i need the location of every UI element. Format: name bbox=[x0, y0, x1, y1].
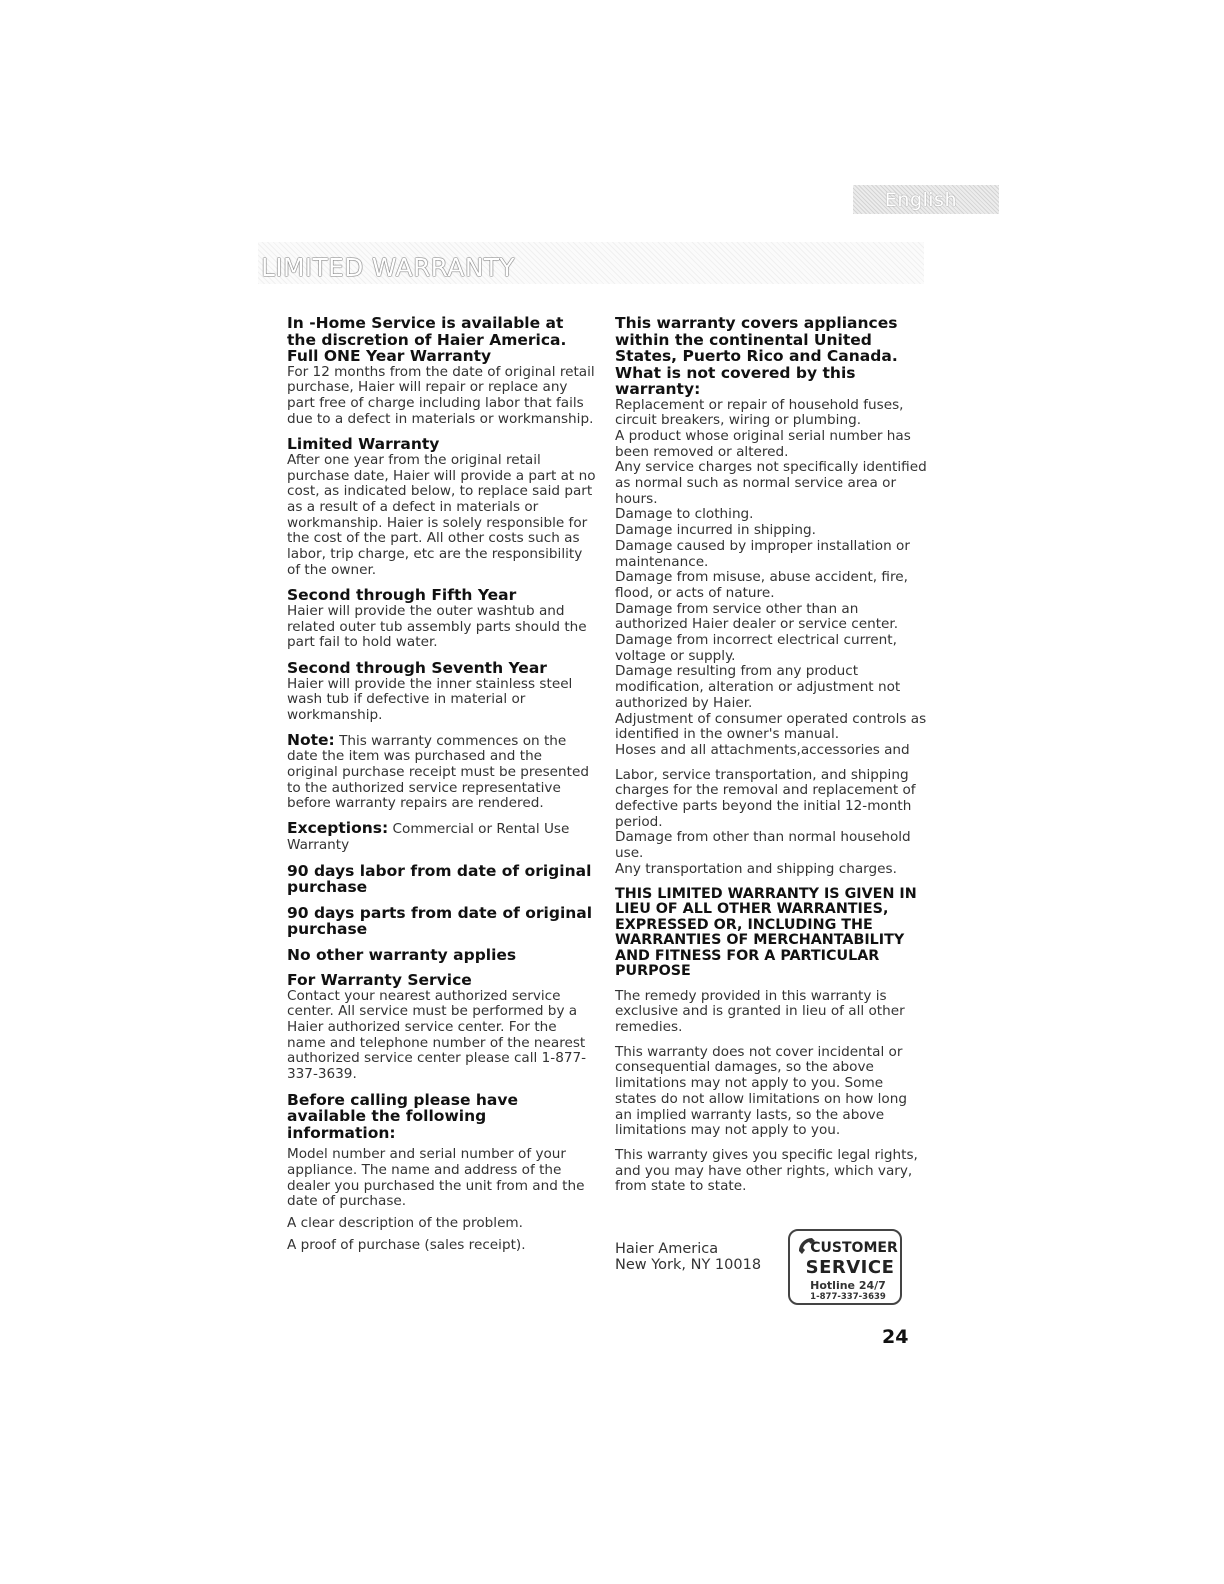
exclusion-item: A product whose original serial number has been removed or altered. bbox=[615, 427, 911, 460]
badge-phone-number: 1-877-337-3639 bbox=[810, 1292, 886, 1302]
language-tab: English bbox=[853, 185, 999, 214]
exclusion-item: Damage caused by improper installation or maintenance. bbox=[615, 537, 910, 570]
exceptions-paragraph bbox=[287, 821, 597, 853]
warranty-service-text: Contact your nearest authorized service center. All service must be performed by a Haier authorized service center. For the name and telephone number of the nearest authorized service center please call 1-877-337-3639. bbox=[287, 987, 587, 1083]
warranty-service-heading: For Warranty Service bbox=[287, 971, 472, 990]
exclusion-item: Damage from other than normal household use. bbox=[615, 829, 911, 862]
remedy-text: The remedy provided in this warranty is exclusive and is granted in lieu of all other remedies. bbox=[615, 987, 905, 1035]
company-address bbox=[615, 1241, 761, 1273]
left-column bbox=[287, 315, 597, 1254]
note-label: Note: bbox=[287, 730, 335, 749]
exclusion-item: Damage from incorrect electrical current, voltage or supply. bbox=[615, 632, 897, 664]
customer-service-badge bbox=[788, 1229, 902, 1305]
full-warranty-text: For 12 months from the date of original retail purchase, Haier will repair or replace any part free of charge including labor that fails due to a defect in materials or workmanship. bbox=[287, 363, 595, 427]
exclusion-item: Damage from misuse, abuse accident, fire, flood, or acts of nature. bbox=[615, 569, 908, 601]
exceptions-label: Exceptions: bbox=[287, 819, 389, 838]
fifth-year-heading: Second through Fifth Year bbox=[287, 586, 517, 605]
fifth-year-text: Haier will provide the outer washtub and related outer tub assembly parts should the part fail to hold water. bbox=[287, 602, 587, 651]
badge-service: SERVICE bbox=[805, 1257, 895, 1278]
limited-warranty-heading: Limited Warranty bbox=[287, 435, 440, 454]
exclusion-item: Damage resulting from any product modification, alteration or adjustment not authorized by Haier. bbox=[615, 663, 901, 711]
legal-rights-text: This warranty gives you specific legal rights, and you may have other rights, which vary, from state to state. bbox=[615, 1146, 918, 1195]
badge-hotline: Hotline 24/7 bbox=[810, 1279, 886, 1292]
coverage-heading: This warranty covers appliances within the continental United States, Puerto Rico and Canada. What is not covered by this warranty: bbox=[615, 314, 898, 398]
full-warranty-heading: Full ONE Year Warranty bbox=[287, 347, 492, 365]
parts-90-days: 90 days parts from date of original purchase bbox=[287, 903, 593, 939]
exclusion-item: Labor, service transportation, and shipping charges for the removal and replacement of defective parts beyond the initial 12-month period. bbox=[615, 766, 916, 830]
no-other-warranty: No other warranty applies bbox=[287, 945, 517, 964]
limited-warranty-text: After one year from the original retail purchase date, Haier will provide a part at no cost, as indicated below, to replace said part as a result of a defect in materials or workmanship. Haier is solely responsible for the cost of the part. All other costs such as labor, trip charge, etc are the responsibility of the owner. bbox=[287, 451, 596, 578]
before-calling-heading: Before calling please have available the following information: bbox=[287, 1090, 519, 1142]
proof-of-purchase-text: A proof of purchase (sales receipt). bbox=[287, 1236, 526, 1253]
exclusion-list bbox=[615, 398, 927, 759]
note-text: This warranty commences on the date the item was purchased and the original purchase receipt must be presented to the authorized service representative before warranty repairs are rendered. bbox=[287, 732, 589, 812]
exclusion-item: Adjustment of consumer operated controls as identified in the owner's manual. bbox=[615, 710, 927, 743]
exclusion-list-continued bbox=[615, 768, 927, 878]
intro-heading: In -Home Service is available at the discretion of Haier America. bbox=[287, 314, 567, 349]
incidental-damages-text: This warranty does not cover incidental or consequential damages, so the above limitations may not apply to you. Some states do not allow limitations on how long an implied warranty lasts, so the above limitations may not apply to you. bbox=[615, 1043, 907, 1139]
page-number: 24 bbox=[882, 1326, 909, 1348]
company-name: Haier America bbox=[615, 1241, 719, 1257]
lieu-of-warranties-heading: THIS LIMITED WARRANTY IS GIVEN IN LIEU OF ALL OTHER WARRANTIES, EXPRESSED OR, INCLUDING THE WARRANTIES OF MERCHANTABILITY AND FITNESS FOR A PARTICULAR PURPOSE bbox=[615, 885, 917, 980]
right-column bbox=[615, 315, 927, 1195]
problem-description-text: A clear description of the problem. bbox=[287, 1215, 523, 1232]
seventh-year-heading: Second through Seventh Year bbox=[287, 659, 547, 678]
exclusion-item: Damage from service other than an authorized Haier dealer or service center. bbox=[615, 600, 899, 633]
page-title: LIMITED WARRANTY bbox=[261, 253, 515, 282]
company-city: New York, NY 10018 bbox=[615, 1257, 762, 1273]
before-calling-text: Model number and serial number of your appliance. The name and address of the dealer you purchased the unit from and the date of purchase. bbox=[287, 1146, 585, 1210]
seventh-year-text: Haier will provide the inner stainless steel wash tub if defective in material or workmanship. bbox=[287, 675, 573, 723]
exclusion-item: Replacement or repair of household fuses, circuit breakers, wiring or plumbing. bbox=[615, 396, 904, 429]
exclusion-item: Damage to clothing. bbox=[615, 506, 754, 523]
badge-customer: CUSTOMER bbox=[810, 1240, 898, 1256]
exceptions-text: Commercial or Rental Use Warranty bbox=[287, 821, 570, 853]
exclusion-item: Hoses and all attachments,accessories and bbox=[615, 741, 910, 758]
note-paragraph bbox=[287, 730, 597, 813]
exclusion-item: Any transportation and shipping charges. bbox=[615, 860, 897, 877]
exclusion-item: Damage incurred in shipping. bbox=[615, 522, 816, 539]
labor-90-days: 90 days labor from date of original purchase bbox=[287, 861, 592, 897]
exclusion-item: Any service charges not specifically identified as normal such as normal service area or hours. bbox=[615, 459, 927, 507]
